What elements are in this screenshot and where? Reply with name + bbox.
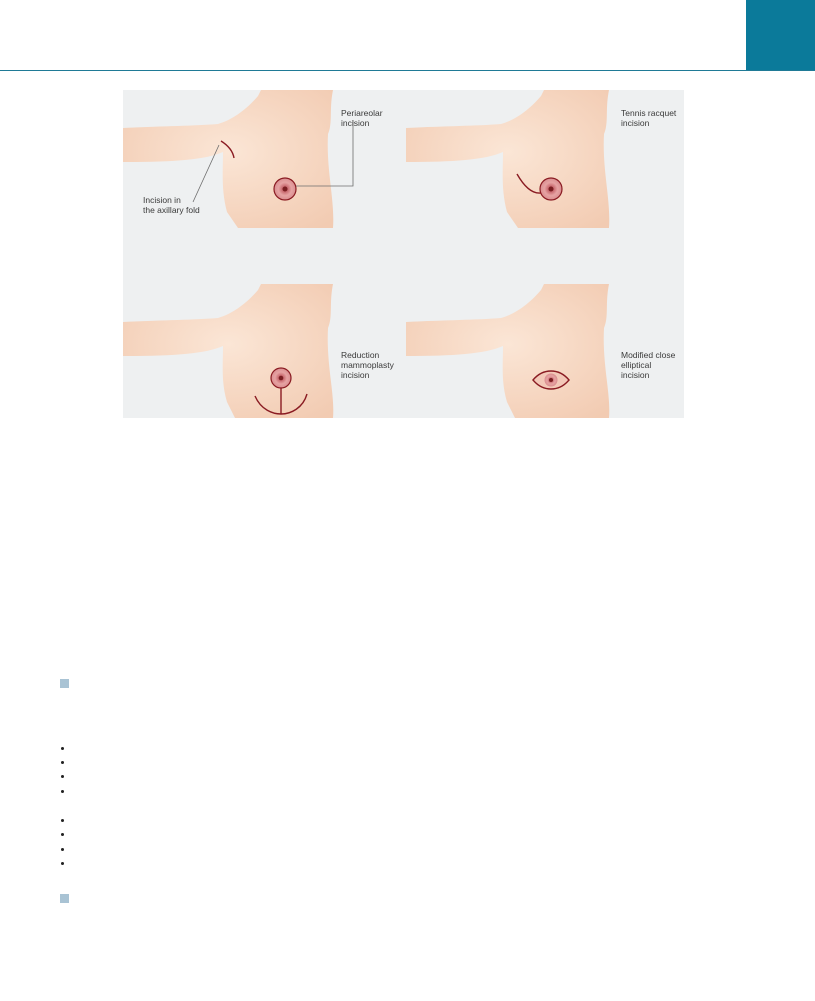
chapter-tab: [746, 0, 815, 71]
bullet: [61, 819, 64, 822]
label-reduction-mammoplasty-incision: Reduction mammoplasty incision: [341, 350, 394, 380]
torso-panel-top-right: [406, 90, 609, 228]
label-tennis-racquet-incision: Tennis racquet incision: [621, 108, 677, 128]
section-marker: [60, 679, 69, 688]
torso-panel-bottom-right: [406, 284, 609, 418]
incision-illustration: [123, 90, 684, 418]
bullet: [61, 775, 64, 778]
label-periareolar-incision: Periareolar incision: [341, 108, 383, 128]
incision-figure: [123, 90, 684, 418]
bullet: [61, 848, 64, 851]
bullet: [61, 833, 64, 836]
torso-panel-bottom-left: [123, 284, 333, 418]
label-axillary-fold-incision: Incision in the axillary fold: [143, 195, 200, 215]
bullet: [61, 761, 64, 764]
header-rule: [0, 70, 815, 71]
bullet: [61, 790, 64, 793]
bullet: [61, 862, 64, 865]
label-modified-elliptical-incision: Modified close elliptical incision: [621, 350, 676, 380]
section-marker: [60, 894, 69, 903]
bullet: [61, 747, 64, 750]
